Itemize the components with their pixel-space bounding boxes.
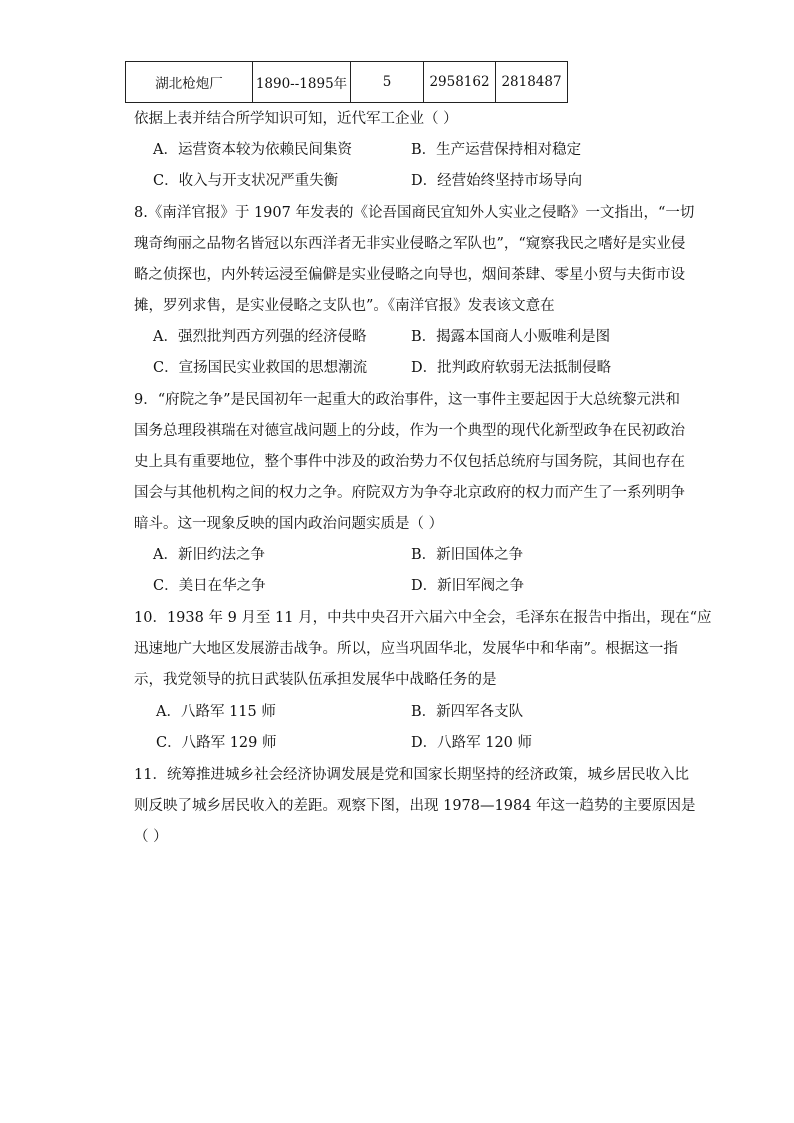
table-cell-income: 2958162	[424, 62, 496, 103]
q8-option-c[interactable]: C．宣扬国民实业救国的思想潮流	[153, 360, 368, 376]
table-cell-count: 5	[351, 62, 424, 103]
q10-option-b[interactable]: B．新四军各支队	[411, 704, 524, 720]
q8-line-1: 8.《南洋官报》于 1907 年发表的《论吾国商民宜知外人实业之侵略》一文指出，“一切	[134, 205, 695, 221]
q8-option-b[interactable]: B．揭露本国商人小贩唯利是图	[411, 329, 611, 345]
table-row	[126, 62, 568, 103]
data-table	[125, 61, 568, 103]
table-cell-years: 1890--1895年	[253, 62, 351, 103]
q9-option-a[interactable]: A．新旧约法之争	[153, 547, 265, 563]
q10-line-3: 示，我党领导的抗日武装队伍承担发展华中战略任务的是	[134, 672, 497, 688]
q11-line-2: 则反映了城乡居民收入的差距。观察下图，出现 1978—1984 年这一趋势的主要原因是	[134, 798, 696, 814]
q10-option-c[interactable]: C．八路军 129 师	[156, 735, 277, 751]
q9-line-3: 史上具有重要地位，整个事件中涉及的政治势力不仅包括总统府与国务院，其间也存在	[134, 454, 685, 470]
q9-line-5: 暗斗。这一现象反映的国内政治问题实质是（ ）	[134, 516, 444, 532]
q10-option-a[interactable]: A．八路军 115 师	[156, 704, 276, 720]
q9-line-4: 国会与其他机构之间的权力之争。府院双方为争夺北京政府的权力而产生了一系列明争	[134, 485, 685, 501]
q11-line-1: 11．统筹推进城乡社会经济协调发展是党和国家长期坚持的经济政策，城乡居民收入比	[134, 767, 689, 783]
q7-stem: 依据上表并结合所学知识可知，近代军工企业（ ）	[134, 111, 458, 127]
q7-option-a[interactable]: A．运营资本较为依赖民间集资	[153, 142, 352, 158]
q9-option-c[interactable]: C．美日在华之争	[153, 578, 266, 594]
q7-option-b[interactable]: B．生产运营保持相对稳定	[411, 142, 582, 158]
q10-line-2: 迅速地广大地区发展游击战争。所以，应当巩固华北，发展华中和华南”。根据这一指	[134, 641, 678, 657]
q9-line-1: 9．“府院之争”是民国初年一起重大的政治事件，这一事件主要起因于大总统黎元洪和	[134, 392, 681, 408]
q10-option-d[interactable]: D．八路军 120 师	[411, 735, 533, 751]
q8-option-a[interactable]: A．强烈批判西方列强的经济侵略	[153, 329, 367, 345]
q7-option-c[interactable]: C．收入与开支状况严重失衡	[153, 173, 339, 189]
q8-option-d[interactable]: D．批判政府软弱无法抵制侵略	[411, 360, 612, 376]
q8-line-2: 瑰奇绚丽之品物名皆冠以东西洋者无非实业侵略之军队也”，“窥察我民之嗜好是实业侵	[134, 236, 686, 252]
table-cell-expense: 2818487	[496, 62, 568, 103]
q9-line-2: 国务总理段祺瑞在对德宣战问题上的分歧，作为一个典型的现代化新型政争在民初政治	[134, 423, 685, 439]
table-cell-factory: 湖北枪炮厂	[126, 62, 253, 103]
q7-option-d[interactable]: D．经营始终坚持市场导向	[411, 173, 583, 189]
q8-line-3: 略之侦探也，内外转运浸至偏僻是实业侵略之向导也，烟间茶肆、零星小贸与夫街市设	[134, 267, 685, 283]
q10-line-1: 10．1938 年 9 月至 11 月，中共中央召开六届六中全会，毛泽东在报告中指出，现在“应	[134, 610, 712, 626]
q8-line-4: 摊，罗列求售，是实业侵略之支队也”。《南洋官报》发表该文意在	[134, 298, 555, 314]
q11-line-3: （ ）	[134, 829, 168, 845]
q9-option-b[interactable]: B．新旧国体之争	[411, 547, 524, 563]
q9-option-d[interactable]: D．新旧军阀之争	[411, 578, 525, 594]
